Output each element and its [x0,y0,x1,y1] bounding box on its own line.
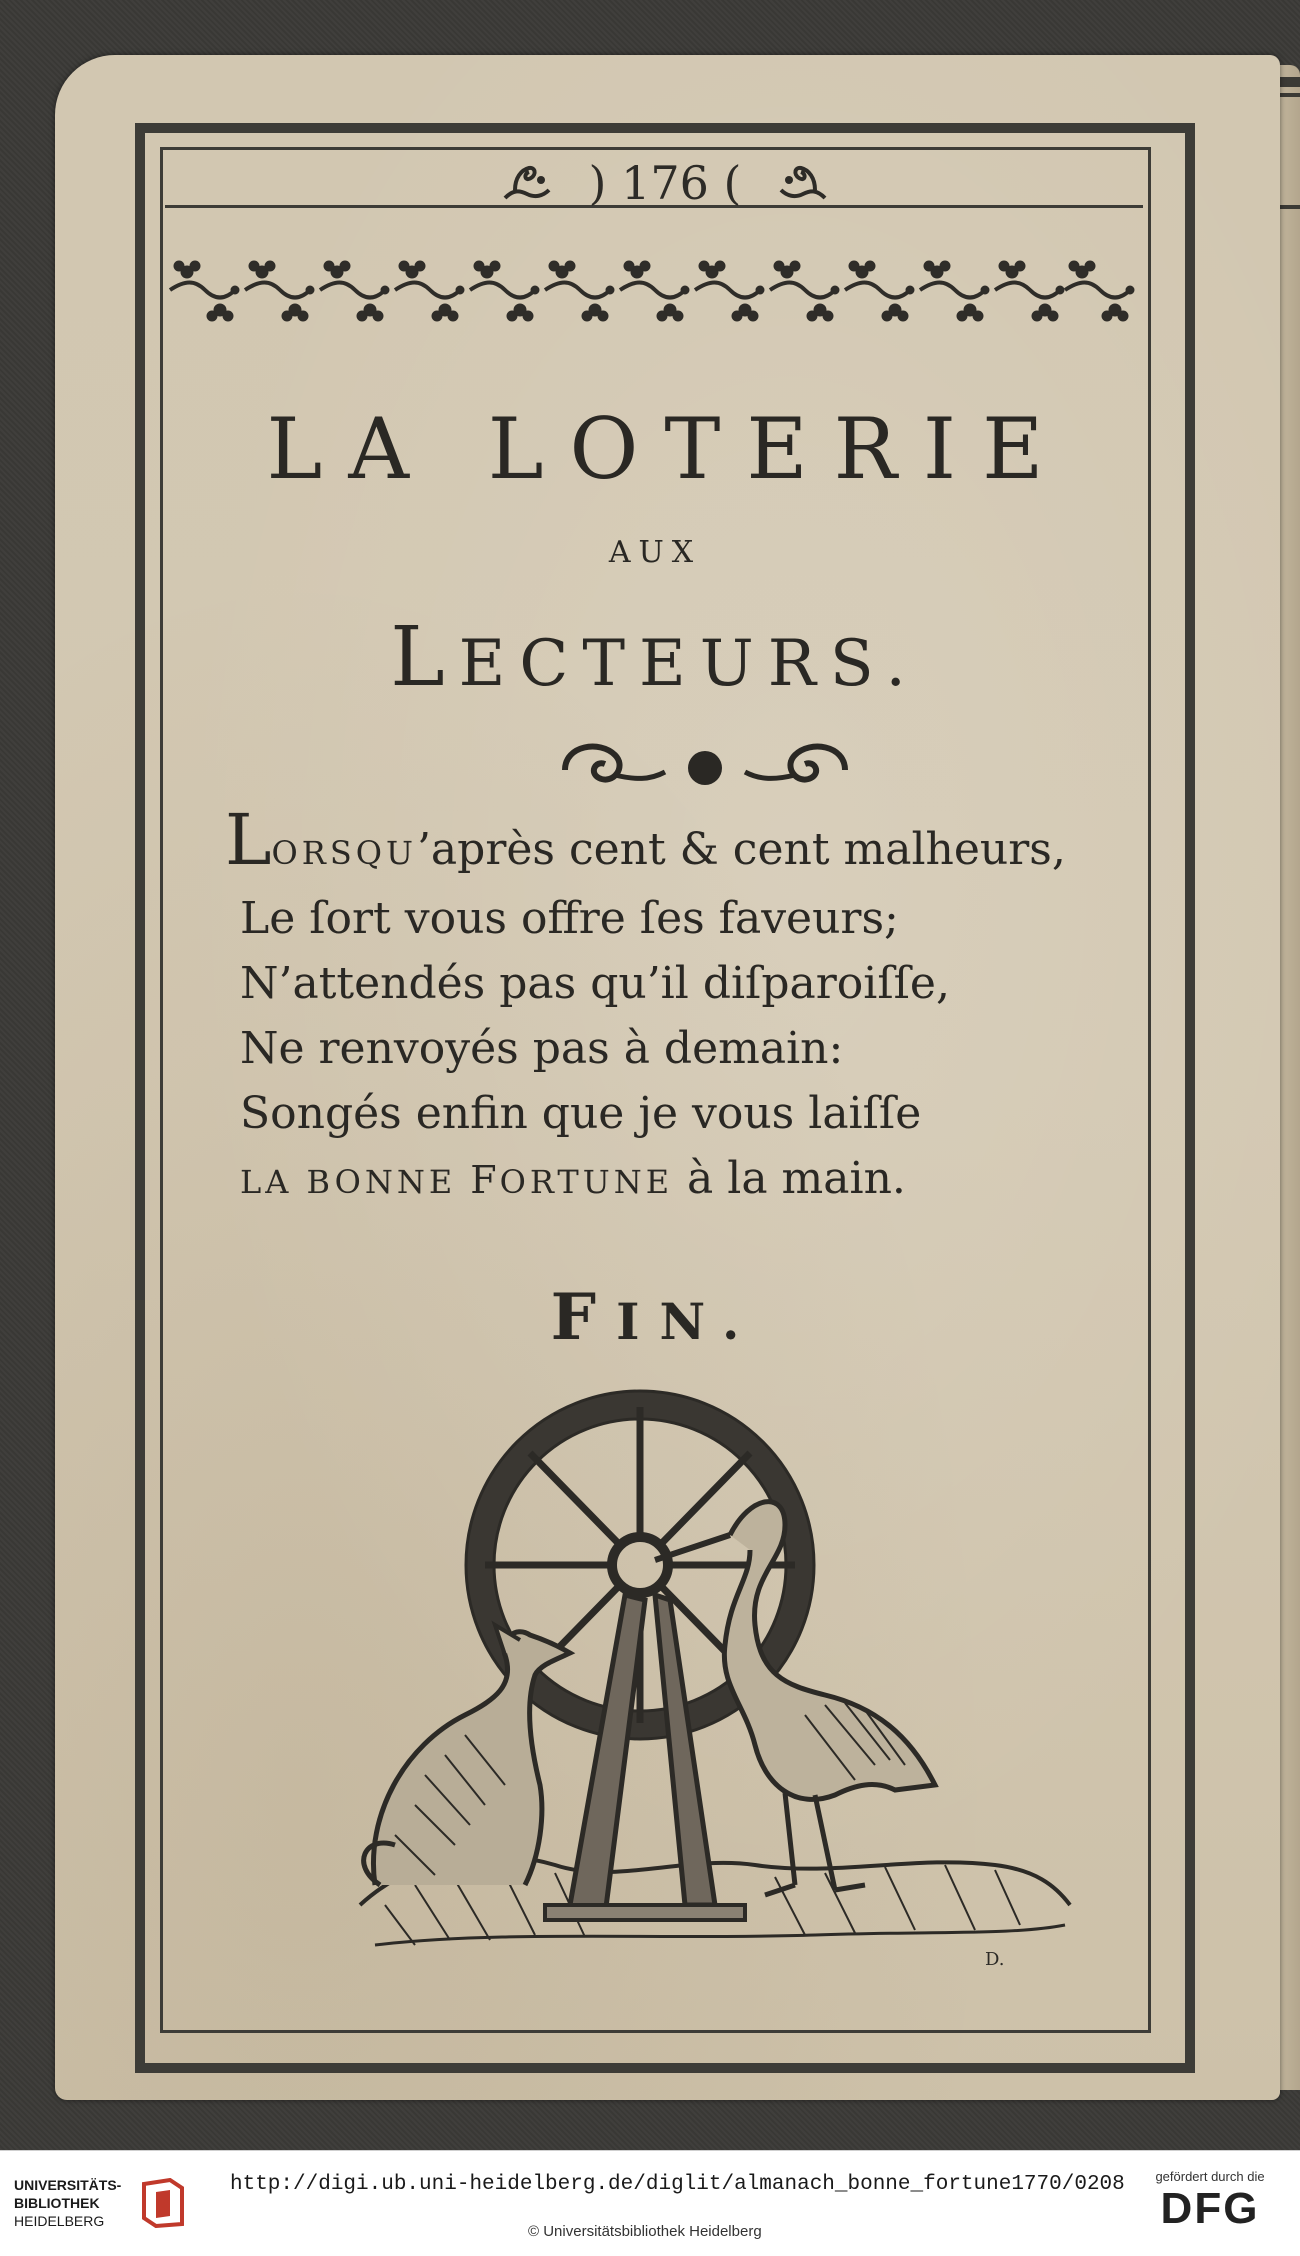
page-number: ) 176 ( [588,155,742,210]
poem-line-5: Songés enfin que je vous laiſſe [240,1088,922,1139]
poem-line-6: LA BONNE FORTUNE à la main. [240,1153,906,1204]
woodcut-wheel-fox-crane-illustration [355,1385,1075,1985]
copyright-notice: © Universitätsbibliothek Heidelberg [528,2223,762,2240]
funder-caption: gefördert durch die [1155,2169,1265,2184]
left-flourish-icon [499,160,555,206]
poem-line-2: Le ſort vous offre ſes faveurs; [240,893,899,944]
floral-ornament-band [165,250,1140,330]
title-line-1: LA LOTERIE [266,400,1070,498]
permalink-url[interactable]: http://digi.ub.uni-heidelberg.de/diglit/almanach_bonne_fortune1770/0208 [230,2173,1125,2196]
engraver-mark: D. [985,1949,1005,1970]
title-line-3 [160,610,1150,705]
poem-line-4: Ne renvoyés pas à demain: [240,1023,844,1074]
footer-bar [0,2150,1300,2256]
book-page [55,55,1280,2100]
right-flourish-icon [775,160,831,206]
title-line-2: AUX [608,535,702,570]
library-logo[interactable] [14,2176,186,2230]
fin-heading: FIN. [550,1280,760,1355]
title-initial: L [390,610,459,705]
title-rest: ECTEURS. [458,627,920,701]
library-emblem-icon [140,2178,186,2228]
scroll-fleuron-icon [555,730,855,800]
dfg-logo: DFG [1160,2184,1260,2233]
funder-logo[interactable] [1140,2169,1280,2234]
poem-line-1: LORSQU’après cent & cent malheurs, [225,799,1066,881]
library-name: UNIVERSITÄTS- BIBLIOTHEK HEIDELBERG [14,2177,122,2229]
poem [190,799,1140,1215]
running-head [435,155,895,210]
poem-line-3: N’attendés pas qu’il diſparoiſſe, [240,958,950,1009]
